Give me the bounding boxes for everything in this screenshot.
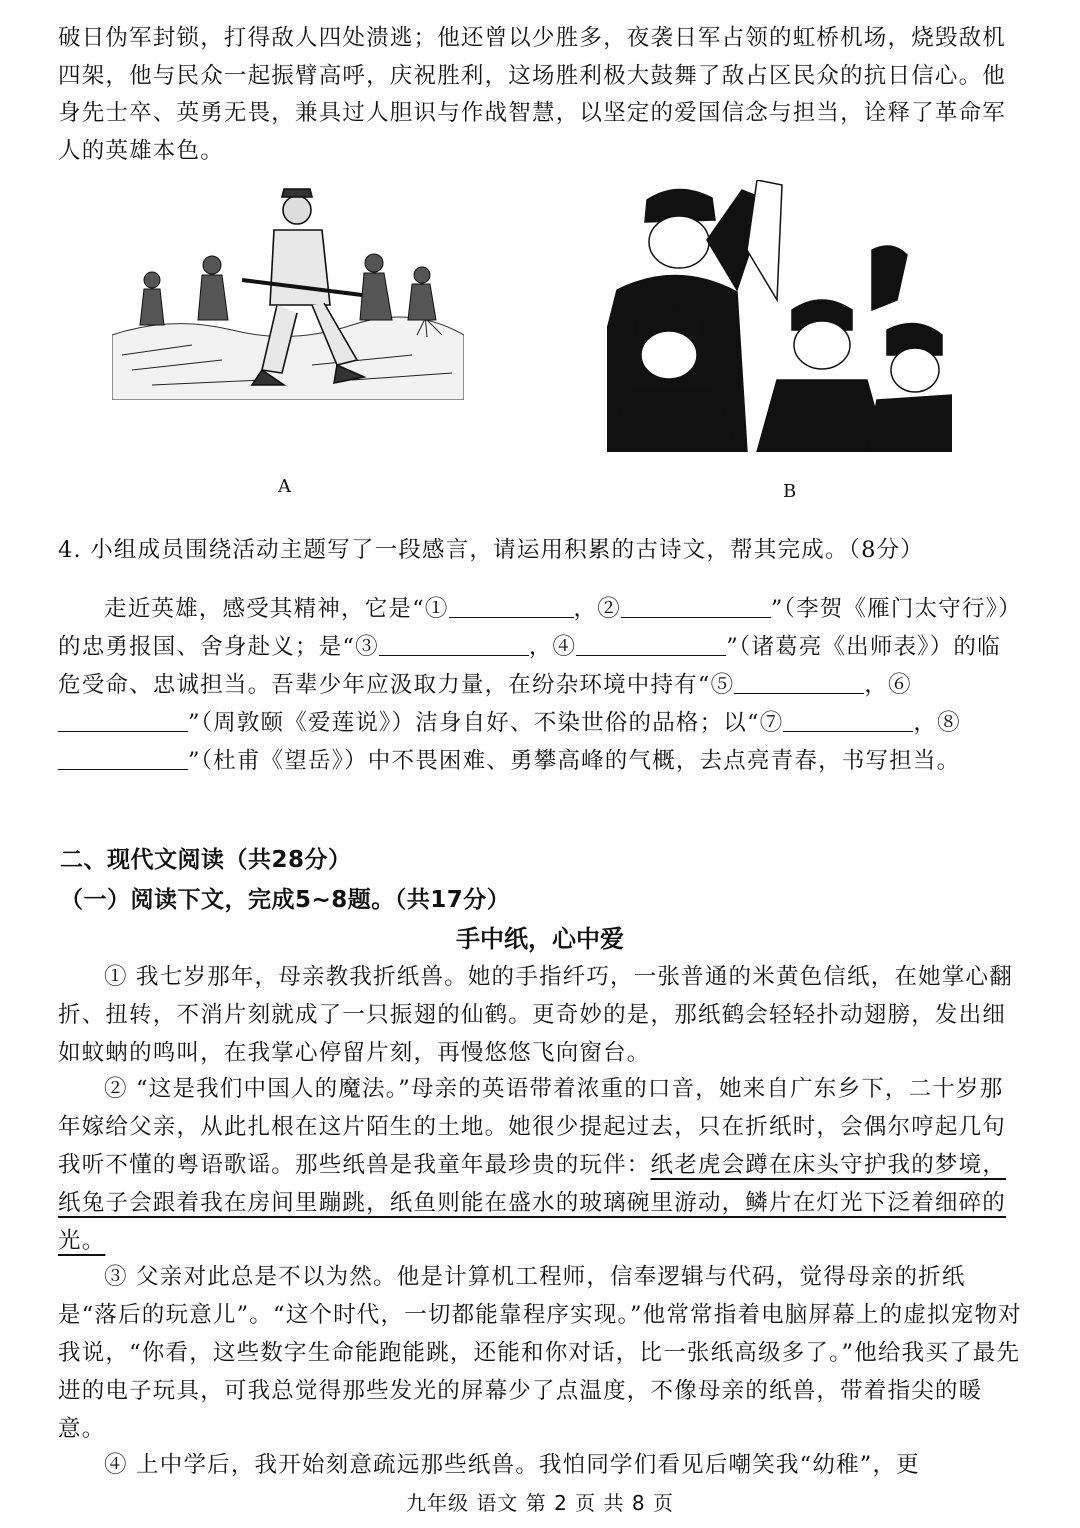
section-2-sub-heading: （一）阅读下文，完成5~8题。（共17分） (60, 887, 511, 913)
blank-marker-6: ⑥ (888, 672, 912, 698)
article-title: 手中纸，心中爱 (456, 925, 624, 953)
question-4-prompt: 4. 小组成员围绕活动主题写了一段感言，请运用积累的古诗文，帮其完成。（8分） (58, 537, 924, 563)
blank-marker-7: ⑦ (759, 710, 784, 736)
answer-blank-2[interactable] (621, 593, 771, 618)
section-2-heading: 二、现代文阅读（共28分） (60, 847, 352, 873)
image-b-label: B (783, 481, 797, 502)
blank-marker-5: ⑤ (710, 672, 735, 698)
blank-marker-1: ① (424, 596, 449, 622)
blank-marker-2: ② (597, 596, 621, 622)
illustration-b-crowd-cheering (607, 180, 952, 452)
article-paragraph-1: ① 我七岁那年，母亲教我折纸兽。她的手指纤巧，一张普通的米黄色信纸，在她掌心翻折、扭转，不消片刻就成了一只振翅的仙鹤。更奇妙的是，那纸鹤会轻轻扑动翅膀，发出细如蚊蚋的鸣叫，在我掌心停留片刻，再慢悠悠飞向窗台。 (58, 964, 1013, 1066)
answer-blank-5[interactable] (734, 669, 864, 694)
underlined-sentence: 纸老虎会蹲在床头守护我的梦境，纸兔子会跟着我在房间里蹦跳，纸鱼则能在盛水的玻璃碗里游动，鳞片在灯光下泛着细碎的光。 (58, 1152, 1007, 1254)
answer-blank-4[interactable] (576, 631, 726, 656)
answer-blank-8[interactable] (58, 745, 188, 770)
article-paragraph-3: ③ 父亲对此总是不以为然。他是计算机工程师，信奉逻辑与代码，觉得母亲的折纸是“落后的玩意儿”。“这个时代，一切都能靠程序实现。”他常常指着电脑屏幕上的虚拟宠物对我说，“你看，这些数字生命能跑能跳，还能和你对话，比一张纸高级多了。”他给我买了最先进的电子玩具，可我总觉得那些发光的屏幕少了点温度，不像母亲的纸兽，带着指尖的暖意。 (58, 1264, 1022, 1442)
answer-blank-6[interactable] (58, 707, 188, 732)
image-a-label: A (278, 476, 291, 497)
page-footer: 九年级 语文 第 2 页 共 8 页 (406, 1491, 674, 1515)
answer-blank-1[interactable] (449, 593, 574, 618)
question-4-fill-paragraph: 走近英雄，感受其精神，它是“① ，② ”（李贺《雁门太守行》）的忠勇报国、舍身赴义；是“③ ，④ ”（诸葛亮《出师表》）的临危受命、忠诚担当。吾辈少年应汲取力量，在纷杂环境中持有“⑤ ，⑥”（周敦颐《爱莲说》）洁身自好、不染世俗的品格；以“⑦ ，⑧”（杜甫《望岳》）中不畏困难、勇攀高峰的气概，去点亮青春，书写担当。 (58, 590, 1023, 780)
article-paragraph-4: ④ 上中学后，我开始刻意疏远那些纸兽。我怕同学们看见后嘲笑我“幼稚”，更 (104, 1452, 920, 1478)
illustration-a-soldiers-charging (112, 185, 464, 400)
article-paragraph-2: ② “这是我们中国人的魔法。”母亲的英语带着浓重的口音，她来自广东乡下，二十岁那年嫁给父亲，从此扎根在这片陌生的土地。她很少提起过去，只在折纸时，会偶尔哼起几句我听不懂的粤语歌谣。那些纸兽是我童年最珍贵的玩伴：纸老虎会蹲在床头守护我的梦境，纸兔子会跟着我在房间里蹦跳，纸鱼则能在盛水的玻璃碗里游动，鳞片在灯光下泛着细碎的光。 (58, 1076, 1007, 1254)
blank-marker-8: ⑧ (937, 710, 961, 736)
blank-marker-3: ③ (355, 634, 379, 660)
blank-marker-4: ④ (552, 634, 577, 660)
intro-paragraph: 破日伪军封锁，打得敌人四处溃逃；他还曾以少胜多，夜袭日军占领的虹桥机场，烧毁敌机四架，他与民众一起振臂高呼，庆祝胜利，这场胜利极大鼓舞了敌占区民众的抗日信心。他身先士卒、英勇无畏，兼具过人胆识与作战智慧，以坚定的爱国信念与担当，诠释了革命军人的英雄本色。 (58, 25, 1007, 164)
answer-blank-3[interactable] (379, 631, 529, 656)
answer-blank-7[interactable] (783, 707, 913, 732)
